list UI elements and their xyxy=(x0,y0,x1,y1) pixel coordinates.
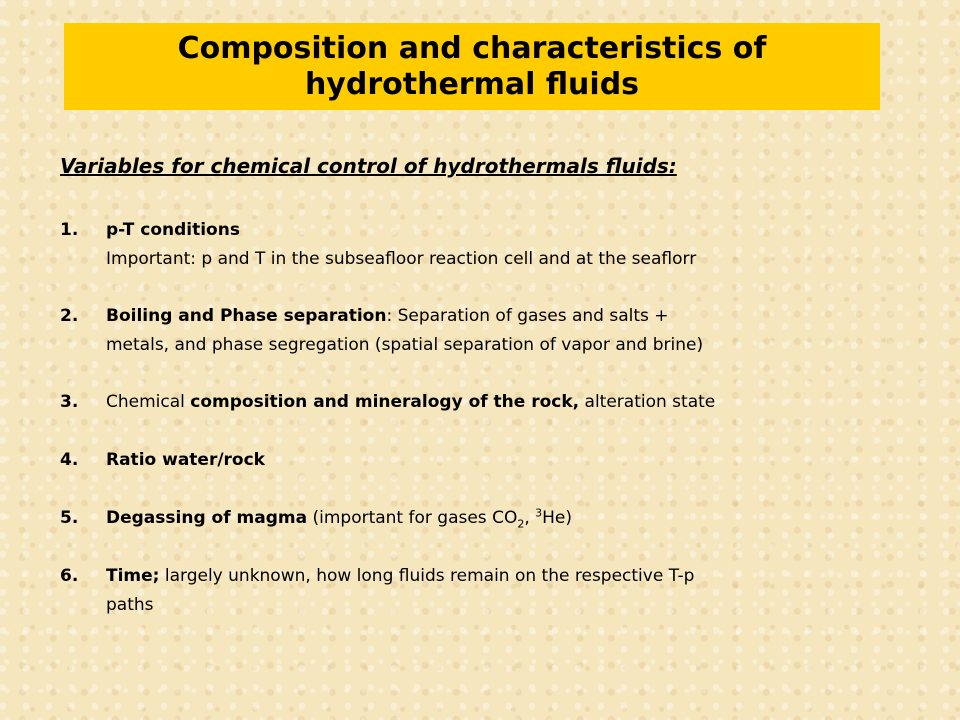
list-item-4 xyxy=(60,446,265,475)
list-item-6 xyxy=(60,562,694,620)
item-number: 3. xyxy=(60,392,79,412)
item-text: alteration state xyxy=(579,392,716,412)
item-heading: Time; xyxy=(106,566,160,586)
title-line-1: Composition and characteristics of xyxy=(177,30,767,66)
item-text-prefix: Chemical xyxy=(106,392,191,412)
item-continuation: paths xyxy=(106,595,154,615)
list-item-2 xyxy=(60,302,703,360)
title-line-2: hydrothermal fluids xyxy=(304,66,640,102)
item-text: largely unknown, how long fluids remain on the respective T-p xyxy=(159,566,695,586)
item-text: : Separation of gases and salts + xyxy=(386,306,669,326)
list-item-3 xyxy=(60,388,715,417)
item-text-separator: , xyxy=(524,508,536,528)
item-heading: Boiling and Phase separation xyxy=(106,306,387,326)
subscript-2: 2 xyxy=(517,517,525,531)
title-banner xyxy=(64,23,880,110)
section-subtitle: Variables for chemical control of hydrothermals fluids: xyxy=(60,154,677,178)
item-heading: composition and mineralogy of the rock, xyxy=(190,392,580,412)
item-heading: Degassing of magma xyxy=(106,508,308,528)
item-number: 1. xyxy=(60,220,79,240)
item-heading: Ratio water/rock xyxy=(106,450,265,470)
item-number: 2. xyxy=(60,306,79,326)
list-item-5 xyxy=(60,504,572,533)
item-number: 4. xyxy=(60,450,79,470)
list-item-1 xyxy=(60,216,696,274)
item-continuation: Important: p and T in the subseafloor reaction cell and at the seaflorr xyxy=(106,249,697,269)
item-text: (important for gases CO xyxy=(307,508,518,528)
superscript-3: 3 xyxy=(535,506,543,520)
item-text-end: He) xyxy=(542,508,573,528)
item-number: 5. xyxy=(60,508,79,528)
item-continuation: metals, and phase segregation (spatial separation of vapor and brine) xyxy=(106,335,704,355)
item-heading: p-T conditions xyxy=(106,220,240,240)
item-number: 6. xyxy=(60,566,79,586)
